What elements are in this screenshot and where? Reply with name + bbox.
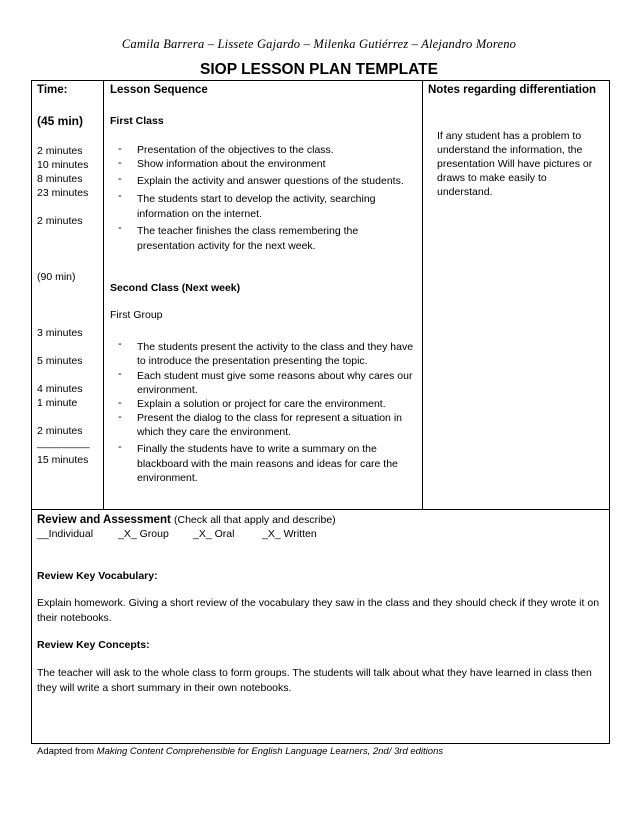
column-divider: [422, 80, 423, 510]
check-oral: _X_ Oral: [193, 528, 235, 540]
note-line: understand the information, the: [437, 144, 583, 156]
time-entry: 2 minutes: [37, 215, 83, 227]
time-entry: 15 minutes: [37, 454, 89, 466]
time-entry: 3 minutes: [37, 327, 83, 339]
note-line: If any student has a problem to: [437, 130, 582, 142]
list-item: The students present the activity to the class and they have: [137, 341, 414, 353]
bullet-dash: -: [118, 397, 122, 409]
bullet-dash: -: [118, 368, 122, 380]
page-title: SIOP LESSON PLAN TEMPLATE: [200, 61, 438, 78]
bullet-dash: -: [118, 173, 122, 185]
bullet-dash: -: [118, 441, 122, 453]
check-written: _X_ Written: [262, 528, 317, 540]
list-item-continued: environment.: [137, 384, 198, 396]
list-item-continued: environment.: [137, 472, 198, 484]
authors-line: Camila Barrera – Lissete Gajardo – Milenka Gutiérrez – Alejandro Moreno: [121, 37, 517, 51]
first-group-heading: First Group: [110, 309, 163, 321]
header-notes: Notes regarding differentiation: [428, 84, 597, 96]
bullet-dash: -: [118, 222, 122, 234]
time-entry: 10 minutes: [37, 159, 89, 171]
list-item-continued: information on the internet.: [137, 208, 262, 220]
time-entry: 8 minutes: [37, 173, 83, 185]
column-divider: [103, 80, 104, 510]
time-total-line: _________: [37, 437, 90, 449]
bullet-dash: -: [118, 411, 122, 423]
list-item: Finally the students have to write a summary on the: [137, 443, 377, 455]
footer-prefix: Adapted from: [37, 746, 97, 757]
time-entry: 23 minutes: [37, 187, 89, 199]
note-line: draws to make easily to: [437, 172, 547, 184]
second-class-heading: Second Class (Next week): [110, 282, 241, 294]
review-heading-line: [37, 513, 336, 527]
time-entry: 2 minutes: [37, 145, 83, 157]
bullet-dash: -: [118, 338, 122, 350]
footer-citation: [37, 746, 443, 757]
list-item: The teacher finishes the class remembering the: [137, 225, 359, 237]
bullet-dash: -: [118, 143, 122, 155]
list-item-continued: which they care the environment.: [137, 426, 292, 438]
list-item-continued: to introduce the presentation presenting the topic.: [137, 355, 368, 367]
time-entry: 5 minutes: [37, 355, 83, 367]
check-group: _X_ Group: [118, 528, 169, 540]
first-class-heading: First Class: [110, 115, 164, 127]
class1-total-time: (45 min): [37, 114, 84, 128]
list-item: Show information about the environment: [137, 158, 326, 170]
row-divider: [31, 509, 610, 510]
vocab-heading: Review Key Vocabulary:: [37, 570, 158, 582]
list-item: Explain a solution or project for care the environment.: [137, 398, 386, 410]
time-entry: 2 minutes: [37, 425, 83, 437]
concepts-heading: Review Key Concepts:: [37, 639, 150, 651]
list-item: Present the dialog to the class for represent a situation in: [137, 412, 402, 424]
list-item: Explain the activity and answer questions of the students.: [137, 175, 404, 187]
bullet-dash: -: [118, 190, 122, 202]
review-note: (Check all that apply and describe): [174, 514, 336, 526]
header-lesson-sequence: Lesson Sequence: [110, 84, 208, 96]
time-entry: 4 minutes: [37, 383, 83, 395]
list-item: The students start to develop the activity, searching: [137, 193, 376, 205]
concepts-text: The teacher will ask to the whole class to form groups. The students will talk about what they have learned in class then they will write a short summary in their own notebooks.: [37, 667, 592, 694]
class2-total-time: (90 min): [37, 271, 76, 283]
note-line: understand.: [437, 186, 493, 198]
list-item-continued: blackboard with the main reasons and ideas for care the: [137, 458, 398, 470]
time-entry: 1 minute: [37, 397, 78, 409]
bullet-dash: -: [118, 157, 122, 169]
check-individual: __Individual: [37, 528, 94, 540]
list-item: Presentation of the objectives to the class.: [137, 144, 334, 156]
list-item: Each student must give some reasons about why cares our: [137, 370, 413, 382]
review-heading: Review and Assessment: [37, 514, 171, 526]
vocab-text: Explain homework. Giving a short review of the vocabulary they saw in the class and they should check if they wrote it on their notebooks.: [37, 597, 600, 624]
list-item-continued: presentation activity for the next week.: [137, 240, 316, 252]
header-time: Time:: [37, 84, 68, 96]
note-line: presentation Will have pictures or: [437, 158, 593, 170]
footer-source: Making Content Comprehensible for English Language Learners, 2nd/ 3rd editions: [96, 746, 444, 757]
